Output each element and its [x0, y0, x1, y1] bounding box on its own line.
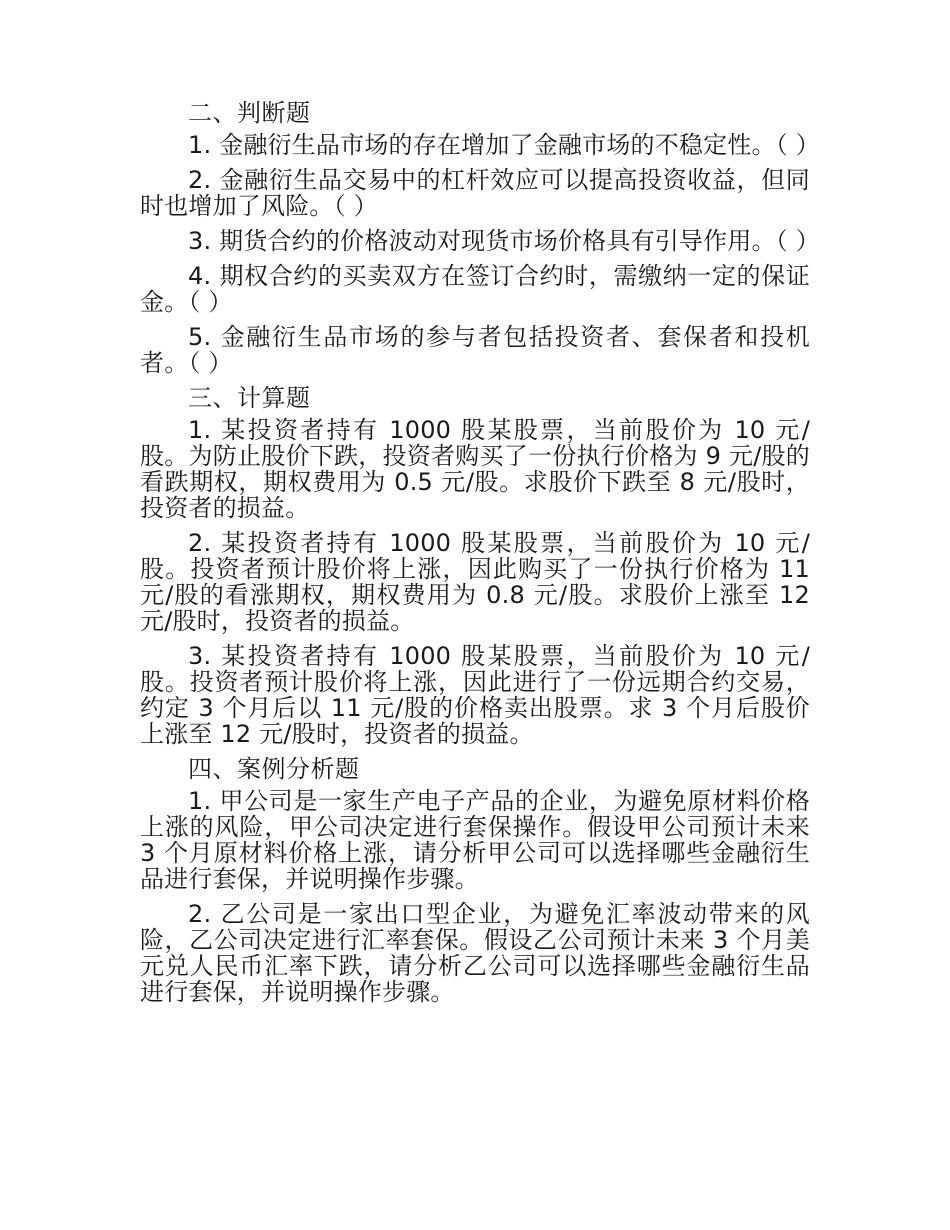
- question-item: 5. 金融衍生品市场的参与者包括投资者、套保者和投机者。（ ）: [140, 323, 810, 377]
- section-case-analysis: [140, 756, 810, 1005]
- question-item: 2. 乙公司是一家出口型企业，为避免汇率波动带来的风险，乙公司决定进行汇率套保。假设乙公司预计未来 3 个月美元兑人民币汇率下跌，请分析乙公司可以选择哪些金融衍生品进行套保，并说明操作步骤。: [140, 900, 810, 1006]
- section-heading: 三、计算题: [188, 384, 311, 412]
- question-item: 1. 甲公司是一家生产电子产品的企业，为避免原材料价格上涨的风险，甲公司决定进行套保操作。假设甲公司预计未来 3 个月原材料价格上涨，请分析甲公司可以选择哪些金融衍生品进行套保，并说明操作步骤。: [140, 787, 810, 893]
- question-item: 3. 期货合约的价格波动对现货市场价格具有引导作用。（ ）: [188, 227, 820, 255]
- document-page: [140, 99, 820, 1014]
- question-item: 1. 某投资者持有 1000 股某股票，当前股价为 10 元/股。为防止股价下跌，投资者购买了一份执行价格为 9 元/股的看跌期权，期权费用为 0.5 元/股。求股价下跌至 8 元/股时，投资者的损益。: [140, 416, 810, 522]
- section-heading: 四、案例分析题: [188, 755, 360, 783]
- question-item: 2. 某投资者持有 1000 股某股票，当前股价为 10 元/股。投资者预计股价将上涨，因此购买了一份执行价格为 11 元/股的看涨期权，期权费用为 0.8 元/股。求股价上涨至 12 元/股时，投资者的损益。: [140, 529, 810, 635]
- question-item: 1. 金融衍生品市场的存在增加了金融市场的不稳定性。（ ）: [188, 131, 820, 159]
- question-item: 3. 某投资者持有 1000 股某股票，当前股价为 10 元/股。投资者预计股价将上涨，因此进行了一份远期合约交易，约定 3 个月后以 11 元/股的价格卖出股票。求 3 个月后股价上涨至 12 元/股时，投资者的损益。: [140, 642, 810, 748]
- section-judgment: [140, 99, 820, 377]
- question-item: 2. 金融衍生品交易中的杠杆效应可以提高投资收益，但同时也增加了风险。（ ）: [140, 166, 810, 220]
- question-item: 4. 期权合约的买卖双方在签订合约时，需缴纳一定的保证金。（ ）: [140, 262, 810, 316]
- section-calculation: [140, 385, 810, 747]
- section-heading: 二、判断题: [188, 99, 311, 127]
